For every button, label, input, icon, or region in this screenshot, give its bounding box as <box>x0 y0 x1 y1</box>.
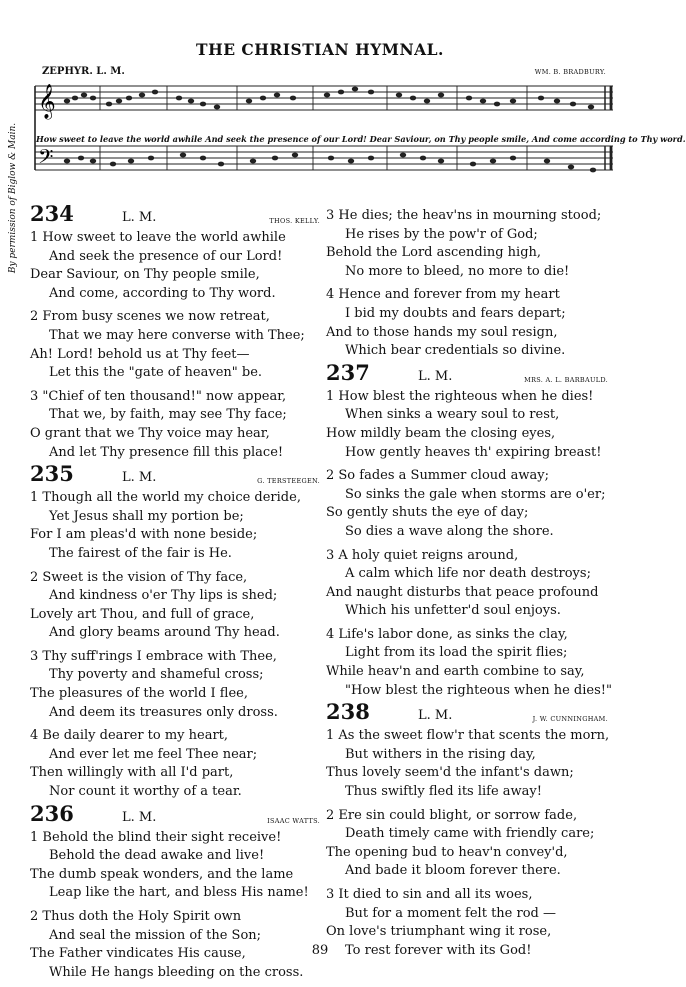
verse-line: A calm which life nor death destroys; <box>345 566 591 582</box>
stanza <box>30 489 326 563</box>
verse-line: How gently heaves th' expiring breast! <box>345 444 602 460</box>
verse-line: 2 From busy scenes we now retreat, <box>30 309 270 325</box>
verse-line: The pleasures of the world I flee, <box>30 686 248 702</box>
verse-line: And naught disturbs that peace profound <box>326 584 599 600</box>
left-column <box>30 201 326 987</box>
verse-line: O grant that we Thy voice may hear, <box>30 425 270 441</box>
hymn-number: 234 <box>30 201 74 226</box>
tune-composer: WM. B. BRADBURY. <box>534 68 606 76</box>
verse-line: Which bear credentials so divine. <box>345 343 566 359</box>
stanza <box>30 569 326 643</box>
verse-line: 3 "Chief of ten thousand!" now appear, <box>30 388 287 404</box>
verse-line: And seal the mission of the Son; <box>49 927 262 943</box>
verse-line: 2 Thus doth the Holy Spirit own <box>30 909 242 924</box>
verse-line: "How blest the righteous when he dies!" <box>345 682 612 698</box>
hymn-header <box>326 359 614 388</box>
stanza <box>326 807 614 881</box>
verse-line: Let this the "gate of heaven" be. <box>49 365 263 381</box>
bass-clef-icon: 𝄢 <box>38 145 54 173</box>
bass-staff <box>35 146 613 170</box>
verse-line: So dies a wave along the shore. <box>345 523 554 539</box>
verse-line: Death timely came with friendly care; <box>345 826 595 842</box>
verse-line: Behold the dead awake and live! <box>49 848 265 864</box>
hymn-number: 237 <box>326 359 370 385</box>
verse-line: 3 He dies; the heav'ns in mourning stood; <box>326 208 602 223</box>
verse-line: 1 Though all the world my choice deride, <box>30 490 301 506</box>
stanza <box>30 829 326 903</box>
verse-line: Nor count it worthy of a tear. <box>49 784 242 800</box>
verse-line: Thus swiftly fled its life away! <box>345 784 542 800</box>
hymn-author: G. TERSTEEGEN. <box>257 477 320 486</box>
verse-line: How mildly beam the closing eyes, <box>326 425 556 441</box>
stanza <box>326 626 614 700</box>
verse-line: And deem its treasures only dross. <box>49 704 278 720</box>
verse-line: 4 Be daily dearer to my heart, <box>30 728 229 744</box>
verse-line: When sinks a weary soul to rest, <box>345 407 560 423</box>
verse-line: 4 Hence and forever from my heart <box>326 287 560 303</box>
verse-line: That we, by faith, may see Thy face; <box>49 407 287 423</box>
hymn-meter: L. M. <box>122 809 157 825</box>
hymn-header <box>326 699 614 727</box>
verse-line: On love's triumphant wing it rose, <box>326 924 552 940</box>
verse-line: Which his unfetter'd soul enjoys. <box>345 603 561 619</box>
verse-line: Thus lovely seem'd the infant's dawn; <box>326 765 574 781</box>
stanza <box>326 388 614 462</box>
stanza <box>326 467 614 541</box>
verse-line: To rest forever with its God! <box>345 942 532 958</box>
verse-line: Yet Jesus shall my portion be; <box>49 508 244 524</box>
hymn-meter: L. M. <box>122 210 157 225</box>
stanza <box>326 207 614 281</box>
verse-line: Behold the Lord ascending high, <box>326 245 542 261</box>
verse-line: Dear Saviour, on Thy people smile, <box>30 267 260 283</box>
verse-line: 1 As the sweet flow'r that scents the morn, <box>326 728 610 744</box>
verse-line: 1 How sweet to leave the world awhile <box>30 230 286 245</box>
verse-line: I bid my doubts and fears depart; <box>345 305 566 321</box>
verse-line: 3 Thy suff'rings I embrace with Thee, <box>30 648 277 664</box>
hymn-header <box>30 461 326 489</box>
verse-line: 3 It died to sin and all its woes, <box>326 887 533 902</box>
verse-line: And to those hands my soul resign, <box>326 324 558 340</box>
stanza <box>30 388 326 462</box>
stanza <box>30 648 326 722</box>
hymn-number: 235 <box>30 461 74 487</box>
stanza <box>30 308 326 382</box>
verse-line: But withers in the rising day, <box>345 746 536 762</box>
tune-name: ZEPHYR. L. M. <box>42 66 125 77</box>
verse-line: And seek the presence of our Lord! <box>49 248 283 264</box>
hymn-meter: L. M. <box>122 470 157 486</box>
hymn-author: MRS. A. L. BARBAULD. <box>524 375 608 384</box>
lyrics-underlay: How sweet to leave the world awhile And seek the presence of our Lord! Dear Saviour, on Thy people smile, And come according to Thy word. <box>36 134 686 144</box>
verse-line: That we may here converse with Thee; <box>49 327 305 343</box>
hymn-meter: L. M. <box>418 368 453 384</box>
verse-line: 2 Sweet is the vision of Thy face, <box>30 569 248 585</box>
verse-line: Thy poverty and shameful cross; <box>49 667 264 683</box>
verse-line: 3 A holy quiet reigns around, <box>326 547 519 563</box>
verse-line: 2 Ere sin could blight, or sorrow fade, <box>326 807 578 823</box>
verse-line: While He hangs bleeding on the cross. <box>49 964 304 980</box>
page-title: THE CHRISTIAN HYMNAL. <box>196 40 444 59</box>
hymn-number: 236 <box>30 800 74 826</box>
verse-line: No more to bleed, no more to die! <box>345 263 570 279</box>
hymn-header <box>30 800 326 829</box>
notes-bass <box>64 153 596 173</box>
treble-staff <box>35 86 613 110</box>
permission-note: By permission of Biglow & Main. <box>8 122 18 274</box>
verse-line: So sinks the gale when storms are o'er; <box>345 486 606 502</box>
verse-line: Leap like the hart, and bless His name! <box>49 885 309 901</box>
hymn-number: 238 <box>326 699 370 725</box>
verse-line: And come, according to Thy word. <box>49 285 276 301</box>
verse-line: 1 How blest the righteous when he dies! <box>326 388 594 404</box>
treble-clef-icon: 𝄞 <box>38 84 56 119</box>
verse-line: The fairest of the fair is He. <box>49 545 232 561</box>
verse-line: 2 So fades a Summer cloud away; <box>326 468 549 484</box>
hymn-header <box>30 201 326 229</box>
right-column <box>326 207 614 965</box>
verse-line: For I am pleas'd with none beside; <box>30 527 258 543</box>
stanza <box>30 727 326 801</box>
hymn-author: J. W. CUNNINGHAM. <box>532 715 608 724</box>
verse-line: And kindness o'er Thy lips is shed; <box>49 588 278 604</box>
verse-line: While heav'n and earth combine to say, <box>326 664 585 680</box>
stanza <box>30 229 326 303</box>
stanza <box>326 727 614 801</box>
verse-line: So gently shuts the eye of day; <box>326 505 529 521</box>
verse-line: 1 Behold the blind their sight receive! <box>30 829 282 845</box>
hymn-author: ISAAC WATTS. <box>267 816 320 825</box>
verse-line: Ah! Lord! behold us at Thy feet— <box>30 346 250 362</box>
verse-line: And ever let me feel Thee near; <box>49 746 258 762</box>
verse-line: The Father vindicates His cause, <box>30 946 246 962</box>
verse-line: And glory beams around Thy head. <box>49 625 280 641</box>
verse-line: Then willingly with all I'd part, <box>30 765 234 781</box>
verse-line: 4 Life's labor done, as sinks the clay, <box>326 626 568 642</box>
stanza <box>326 547 614 621</box>
hymn-author: THOS. KELLY. <box>269 217 320 225</box>
verse-line: But for a moment felt the rod — <box>345 905 556 921</box>
verse-line: Light from its load the spirit flies; <box>345 645 568 661</box>
verse-line: And bade it bloom forever there. <box>345 863 561 879</box>
verse-line: The opening bud to heav'n convey'd, <box>326 844 568 860</box>
hymn-meter: L. M. <box>418 708 453 724</box>
page-number: 89 <box>311 943 329 958</box>
verse-line: And let Thy presence fill this place! <box>49 444 284 460</box>
stanza <box>326 286 614 360</box>
verse-line: Lovely art Thou, and full of grace, <box>30 606 255 622</box>
verse-line: The dumb speak wonders, and the lame <box>30 866 294 882</box>
verse-line: He rises by the pow'r of God; <box>345 226 538 242</box>
